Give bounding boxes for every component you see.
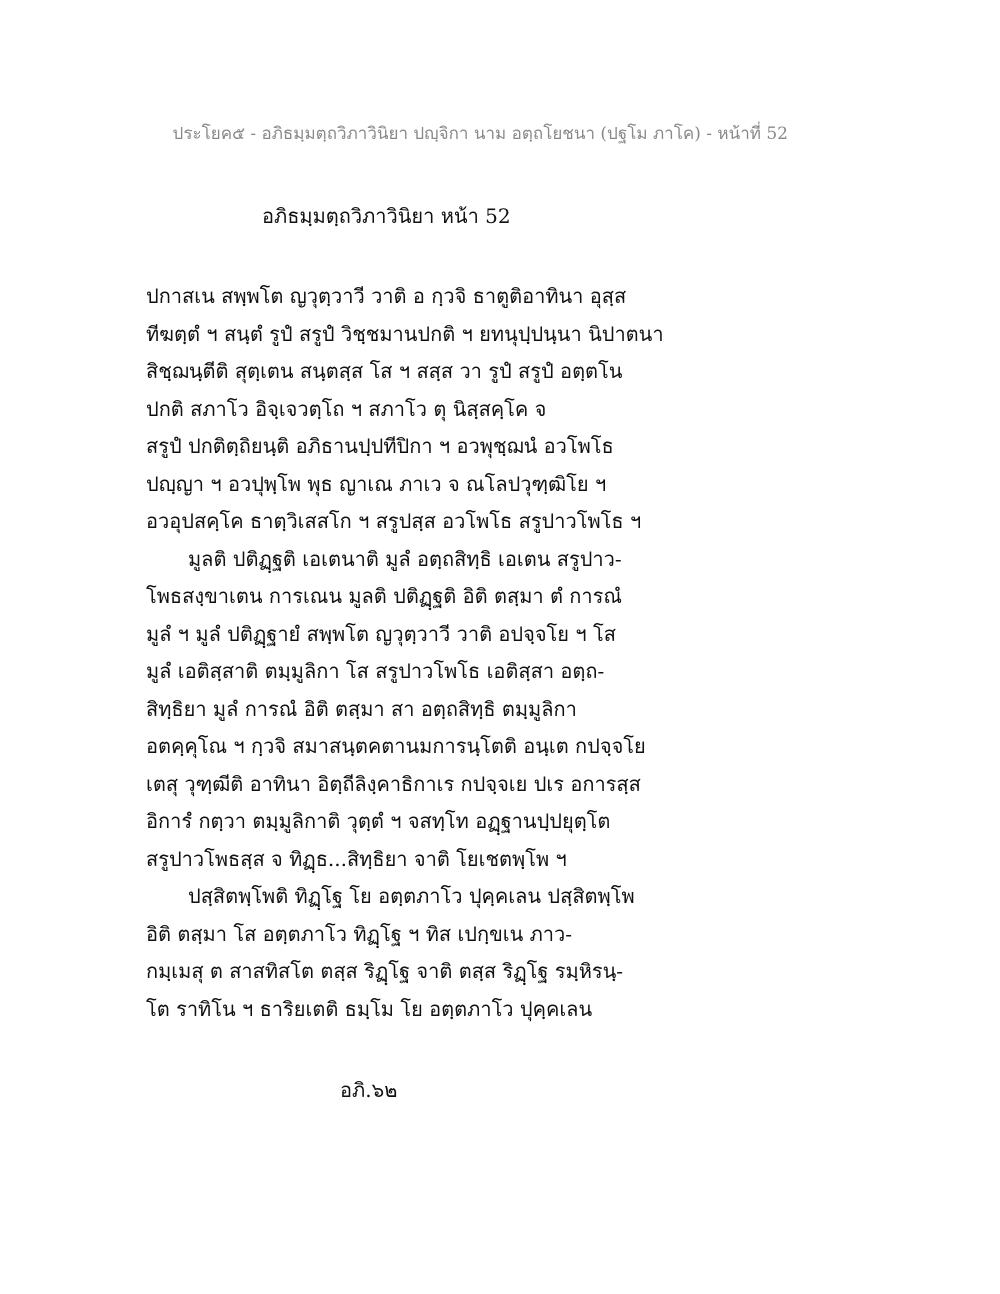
text-line: เตสุ วุฑฺฒีติ อาทินา อิตฺถีลิงฺคาธิกาเร กปจฺจเย ปเร อการสฺส [146, 771, 641, 796]
body-text [146, 278, 866, 1028]
page-reference: อภิ.๖๒ [340, 1078, 398, 1102]
text-line: ปกาสเน สพฺพโต ญวุตฺวาวี วาติ อ กฺวจิ ธาตูติอาทินา อุสฺส [146, 284, 627, 308]
text-line: อตคฺคุโณ ฯ กฺวจิ สมาสนฺตคตานมการนฺโตติ อนฺเต กปจฺจโย [146, 734, 646, 758]
text-line: สรูปํ ปกติตฺถิยนฺติ อภิธานปฺปทีปิกา ฯ อวพุชฺฌนํ อวโพโธ [146, 434, 614, 458]
text-line: โต ราทิโน ฯ ธาริยเตติ ธมฺโม โย อตฺตภาโว ปุคฺคเลน [146, 996, 593, 1021]
text-line: อิการํ กตฺวา ตมฺมูลิกาติ วุตฺตํ ฯ จสทฺโท อฏฺฐานปฺปยุตฺโต [146, 809, 611, 833]
text-line: กมฺเมสุ ต สาสทิสโต ตสฺส ริฏฺโฐ จาติ ตสฺส ริฏฺโฐ รมฺหิรนฺ- [146, 959, 624, 983]
text-line: สิชฺฌนฺตีติ สุตฺเตน สนฺตสฺส โส ฯ สสฺส วา รูปํ สรูปํ อตฺตโน [146, 359, 623, 383]
paragraph-first-line: ปสฺสิตพฺโพติ ทิฏฺโฐ โย อตฺตภาโว ปุคฺคเลน ปสฺสิตพฺโพ [188, 884, 635, 908]
text-line: โพธสงฺขาเตน การเณน มูลติ ปติฏฺฐติ อิติ ตสฺมา ตํ การณํ [146, 584, 622, 608]
page-title: อภิธมฺมตฺถวิภาวินิยา หน้า 52 [262, 204, 511, 228]
paragraph-first-line: มูลติ ปติฏฺฐติ เอเตนาติ มูลํ อตฺถสิทฺธิ เอเตน สรูปาว- [188, 546, 622, 571]
text-line: ทีฆตฺตํ ฯ สนฺตํ รูปํ สรูปํ วิชฺชมานปกติ ฯ ยทนุปฺปนฺนา นิปาตนา [146, 321, 664, 346]
text-line: อวอุปสคฺโค ธาตฺวิเสสโก ฯ สรูปสฺส อวโพโธ สรูปาวโพโธ ฯ [146, 509, 642, 533]
text-line: มูลํ ฯ มูลํ ปติฏฺฐายํ สพฺพโต ญวุตฺวาวี วาติ อปจฺจโย ฯ โส [146, 621, 616, 646]
running-header: ประโยค๕ - อภิธมฺมตฺถวิภาวินิยา ปญฺจิกา นาม อตฺถโยชนา (ปฐโม ภาโค) - หน้าที่ 52 [172, 124, 788, 144]
text-line: ปญฺญา ฯ อวปุพฺโพ พุธ ญาเณ ภาเว จ ณโลปวุฑฺฒิโย ฯ [146, 471, 607, 496]
text-line: ปกติ สภาโว อิจฺเจวตฺโถ ฯ สภาโว ตุ นิสฺสคฺโค จ [146, 396, 547, 421]
text-line: มูลํ เอติสฺสาติ ตมฺมูลิกา โส สรูปาวโพโธ เอติสฺสา อตฺถ- [146, 659, 605, 683]
text-line: อิติ ตสฺมา โส อตฺตภาโว ทิฏฺโฐ ฯ ทิส เปกฺขเน ภาว- [146, 921, 573, 946]
text-line: สิทฺธิยา มูลํ การณํ อิติ ตสฺมา สา อตฺถสิทฺธิ ตมฺมูลิกา [146, 696, 577, 721]
text-line: สรูปาวโพธสฺส จ ทิฏฺธ...สิทฺธิยา จาติ โยเชตพฺโพ ฯ [146, 846, 567, 871]
